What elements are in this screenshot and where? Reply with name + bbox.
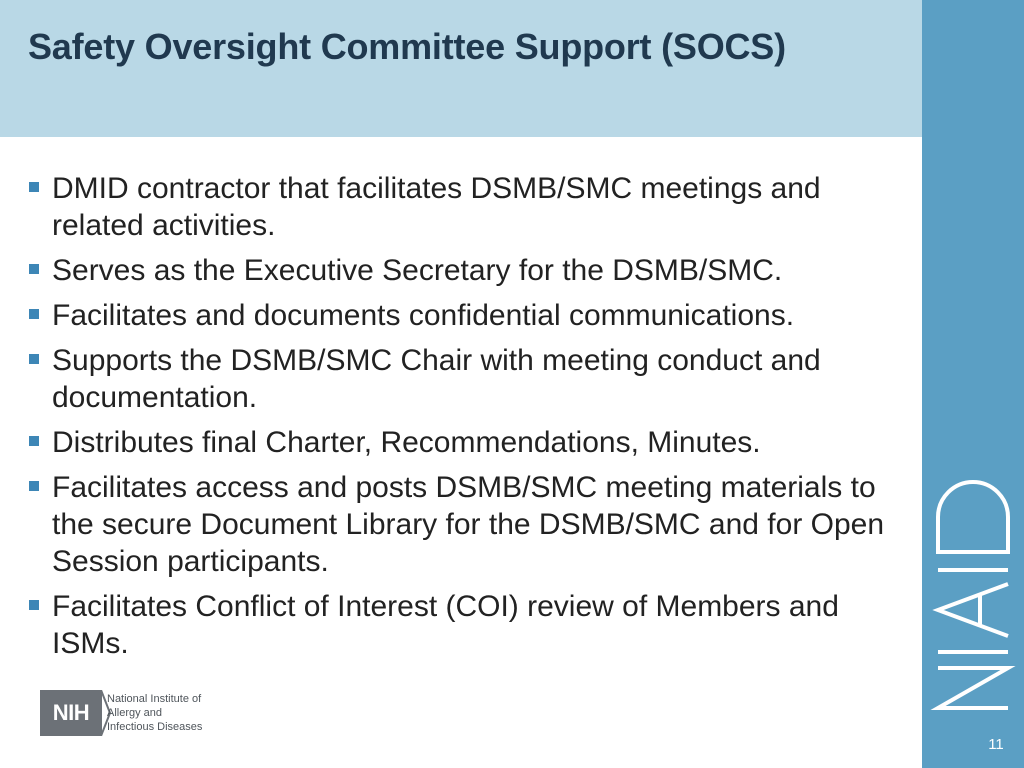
bullet-item — [28, 424, 908, 461]
bullet-item — [28, 297, 908, 334]
square-bullet-icon — [29, 481, 39, 491]
bullet-item — [28, 588, 908, 662]
niaid-wordmark-logo — [930, 462, 1016, 714]
bullet-text: Facilitates and documents confidential communications. — [52, 299, 795, 332]
bullet-item — [28, 170, 908, 244]
nih-niaid-logo — [40, 690, 220, 738]
institute-name-line: Allergy and — [107, 707, 163, 719]
institute-name-line: National Institute of — [107, 693, 202, 705]
bullet-list — [28, 170, 908, 670]
slide-title: Safety Oversight Committee Support (SOCS) — [28, 26, 786, 67]
square-bullet-icon — [29, 182, 39, 192]
bullet-text: DMID contractor that facilitates DSMB/SMC meetings and related activities. — [52, 172, 821, 242]
bullet-text: Distributes final Charter, Recommendations, Minutes. — [52, 426, 761, 459]
bullet-text: Facilitates access and posts DSMB/SMC meeting materials to the secure Document Library for the DSMB/SMC and for Open Session participants. — [52, 471, 885, 578]
page-number: 11 — [988, 736, 1004, 753]
square-bullet-icon — [29, 354, 39, 364]
bullet-text: Serves as the Executive Secretary for the DSMB/SMC. — [52, 254, 783, 287]
nih-logo-text: NIH — [52, 700, 90, 725]
square-bullet-icon — [29, 264, 39, 274]
bullet-text: Supports the DSMB/SMC Chair with meeting conduct and documentation. — [52, 344, 821, 414]
bullet-item — [28, 342, 908, 416]
institute-name-line: Infectious Diseases — [107, 721, 203, 733]
bullet-text: Facilitates Conflict of Interest (COI) review of Members and ISMs. — [52, 590, 839, 660]
nih-logo-box — [40, 690, 102, 736]
square-bullet-icon — [29, 600, 39, 610]
institute-name — [107, 692, 227, 734]
bullet-item — [28, 252, 908, 289]
square-bullet-icon — [29, 436, 39, 446]
bullet-item — [28, 469, 908, 580]
square-bullet-icon — [29, 309, 39, 319]
